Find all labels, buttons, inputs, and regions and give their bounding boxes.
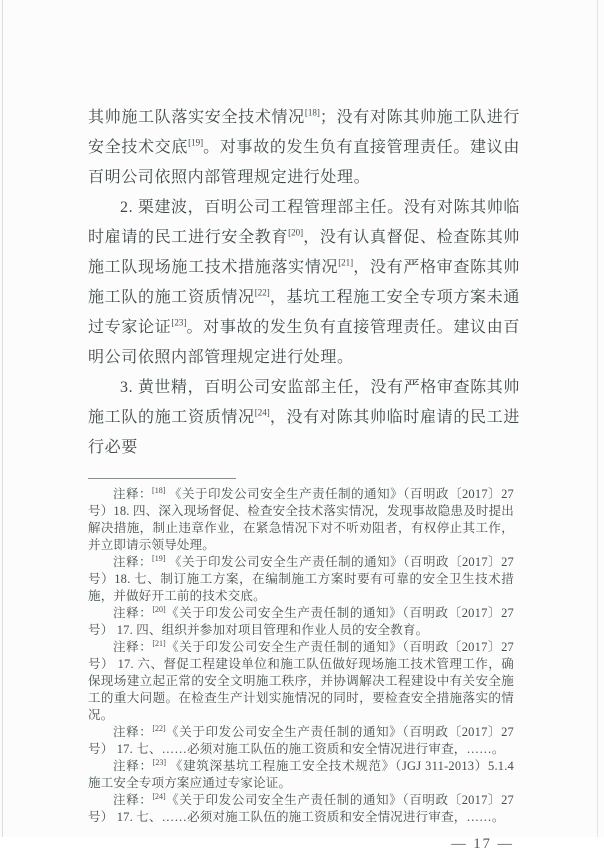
footnote-label: 注释：: [113, 640, 153, 654]
footnote-label: 注释：: [113, 487, 153, 501]
paragraph-text: 其帅施工队落实安全技术情况: [88, 109, 305, 126]
paragraph-text: 。对事故的发生负有直接管理责任。建议由百明公司依照内部管理规定进行处理。: [88, 139, 520, 186]
paragraph-text: ，没有认真督促、检查陈其帅施工队现场施工技术措施落实情况: [88, 229, 520, 276]
paragraph-text: ，基坑工程施工安全专项方案未通过专家论证: [88, 289, 520, 336]
footnote-ref-23: [23]: [171, 317, 187, 328]
footnote-21: [88, 639, 514, 724]
footnote-text: 《关于印发公司安全生产责任制的通知》（百明政〔2017〕27 号）18. 七、制订施工方案，在编制施工方案时要有可靠的安全卫生技术措施，并做好开工前的技术交底。: [88, 555, 514, 603]
footnote-text: 《关于印发公司安全生产责任制的通知》（百明政〔2017〕27 号） 17. 六、督促工程建设单位和施工队伍做好现场施工技术管理工作，确保现场建立起正常的安全文明施工秩序，并协调解决工程建设中有关安全施工的重大问题。在检查生产计划实施情况的同时，要检查安全措施落实的情况。: [88, 640, 514, 722]
paragraph-text: ，没有对陈其帅临时雇请的民工进行必要: [88, 409, 520, 456]
paragraph-text: 3. 黄世精，百明公司安监部主任，没有严格审查陈其帅施工队的施工资质情况: [88, 379, 520, 426]
footnote-18: [88, 486, 514, 554]
footnote-label: 注释：: [113, 759, 153, 773]
footnote-label: 注释：: [113, 606, 153, 620]
footnote-number: [24]: [152, 791, 166, 801]
footnote-number: [21]: [152, 638, 166, 648]
footnote-ref-19: [19]: [188, 137, 204, 148]
footnotes-block: [88, 485, 527, 826]
footnote-20: [88, 605, 514, 639]
footnote-text: 《关于印发公司安全生产责任制的通知》（百明政〔2017〕27 号） 17. 七、……必须对施工队伍的施工资质和安全情况进行审查，……。: [88, 793, 514, 824]
footnote-ref-18: [18]: [304, 107, 320, 118]
body-paragraph-1: [88, 103, 520, 193]
page-number: — 17 —: [451, 836, 514, 852]
footnote-number: [22]: [152, 723, 166, 733]
footnote-label: 注释：: [113, 555, 153, 569]
page-content: [88, 103, 527, 853]
footnote-24: [88, 792, 514, 826]
page-left-edge: [2, 0, 3, 837]
footnote-ref-20: [20]: [288, 227, 304, 238]
footnote-text: 《关于印发公司安全生产责任制的通知》（百明政〔2017〕27 号）18. 四、深入现场督促、检查安全技术落实情况，发现事故隐患及时提出解决措施，制止违章作业，在紧急情况下对不听劝阻者，有权停止其工作，并立即请示领导处理。: [88, 487, 514, 552]
footnote-ref-22: [22]: [254, 287, 270, 298]
footnote-23: [88, 757, 527, 792]
footnote-label: 注释：: [113, 793, 153, 807]
footnote-number: [19]: [152, 553, 166, 563]
footnote-text: 《关于印发公司安全生产责任制的通知》（百明政〔2017〕27 号） 17. 七、……必须对施工队伍的施工资质和安全情况进行审查，……。: [88, 725, 514, 756]
footnote-ref-24: [24]: [254, 407, 270, 418]
paragraph-text: 2. 栗建波，百明公司工程管理部主任。没有对陈其帅临时雇请的民工进行安全教育: [88, 199, 520, 246]
footnote-label: 注释：: [113, 725, 153, 739]
body-paragraph-3: [88, 373, 520, 463]
footnote-number: [20]: [152, 604, 166, 614]
footnote-22: [88, 724, 514, 758]
footnote-number: [18]: [152, 485, 166, 495]
paragraph-text: 。对事故的发生负有直接管理责任。建议由百明公司依照内部管理规定进行处理。: [88, 319, 520, 366]
footnote-separator: [88, 478, 236, 479]
paragraph-text: ，没有严格审查陈其帅施工队的施工资质情况: [88, 259, 520, 306]
footnote-text: 《建筑深基坑工程施工安全技术规范》（JGJ 311-2013）5.1.4 施工安全专项方案应通过专家论证。: [88, 759, 527, 790]
footnote-ref-21: [21]: [338, 257, 354, 268]
paragraph-text: ；没有对陈其帅施工队进行安全技术交底: [88, 109, 521, 156]
page-right-edge: [597, 0, 598, 837]
footnote-number: [23]: [152, 757, 167, 767]
footnote-text: 《关于印发公司安全生产责任制的通知》（百明政〔2017〕27 号） 17. 四、组织并参加对项目管理和作业人员的安全教育。: [88, 606, 514, 637]
body-paragraph-2: [88, 193, 520, 373]
footnote-19: [88, 554, 514, 605]
body-text-block: [88, 103, 520, 463]
